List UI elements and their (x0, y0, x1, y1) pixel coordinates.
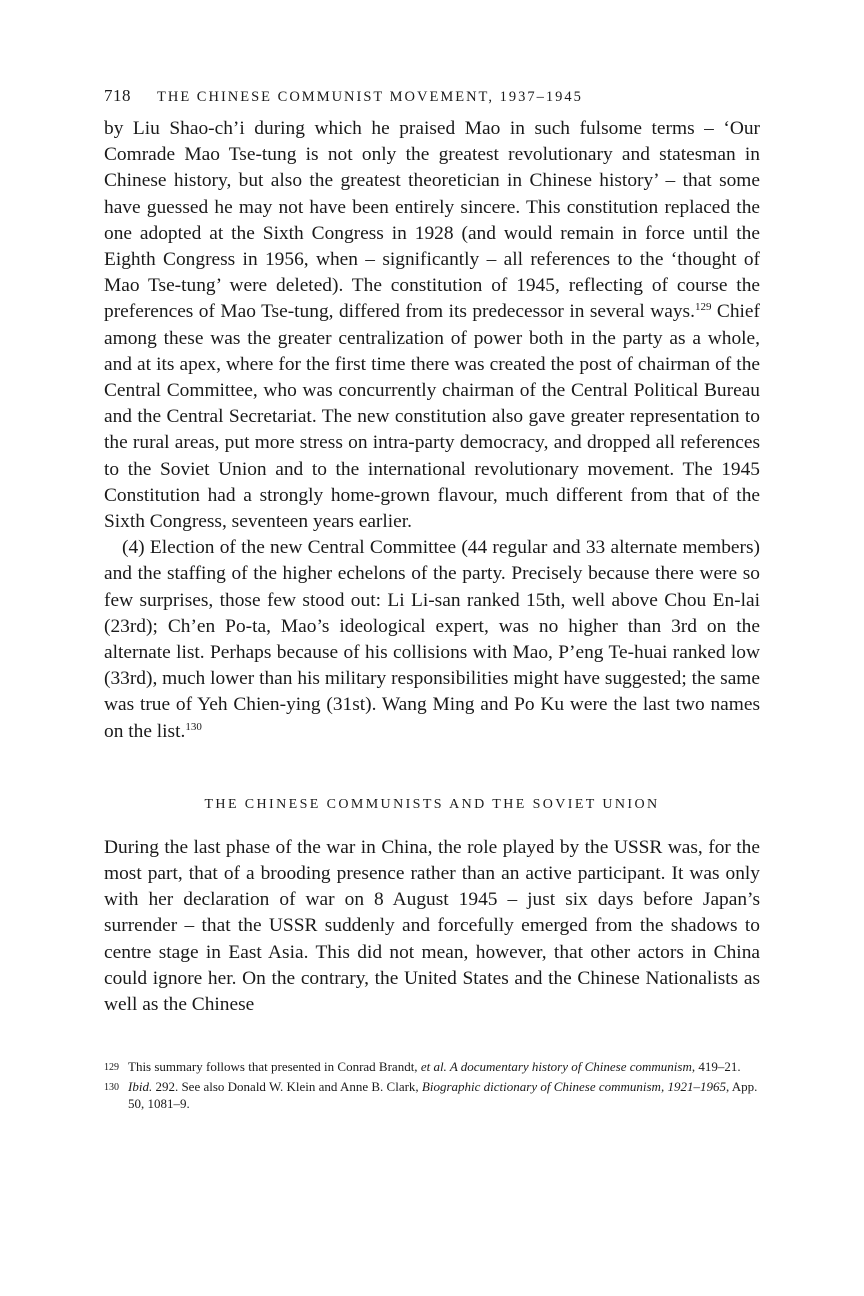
footnote-text (128, 1078, 760, 1112)
footnote-text-part: 292. See also Donald W. Klein and Anne B. Clark, (152, 1079, 422, 1095)
footnote-text (128, 1058, 760, 1076)
footnote-text-part: , App. 50, 1081–9. (128, 1079, 758, 1112)
footnote-ibid: Ibid. (128, 1079, 153, 1095)
footnote-ref-130[interactable]: 130 (185, 720, 202, 733)
page-body (104, 86, 760, 1114)
running-head (104, 86, 760, 106)
footnotes (104, 1058, 760, 1112)
paragraph-soviet-union (104, 835, 760, 1018)
running-title: THE CHINESE COMMUNIST MOVEMENT, 1937–1945 (157, 89, 583, 105)
section-heading: THE CHINESE COMMUNISTS AND THE SOVIET UNION (204, 796, 660, 812)
footnote-citation-title: et al. A documentary history of Chinese communism (420, 1059, 692, 1075)
page-number: 718 (104, 86, 131, 105)
footnote-129 (104, 1058, 760, 1076)
paragraph-text: During the last phase of the war in China, the role played by the USSR was, for the most part, that of a brooding presence rather than an active participant. It was only with her declaration of war on 8 August 1945 – just six days before Japan’s surrender – that the USSR suddenly and forcefully emerged from the shadows to centre stage in East Asia. This did not mean, however, that other actors in China could ignore her. On the contrary, the United States and the Chinese Nationalists as well as the Chinese (104, 836, 760, 1016)
footnote-number: 129 (104, 1062, 119, 1074)
footnote-text-part: , 419–21. (691, 1059, 741, 1075)
paragraph-text: by Liu Shao-ch’i during which he praised Mao in such fulsome terms – ‘Our Comrade Mao Tse-tung is not only the greatest revolutionary and statesman in Chinese history, but also the greatest theoretician in Chinese history’ – that some have guessed he may not have been entirely sincere. This constitution replaced the one adopted at the Sixth Congress in 1928 (and would remain in force until the Eighth Congress in 1956, when – significantly – all references to the ‘thought of Mao Tse-tung’ were deleted). The constitution of 1945, reflecting of course the preferences of Mao Tse-tung, differed from its predecessor in several ways. (104, 118, 760, 323)
paragraph-text-continued: Chief among these was the greater centralization of power both in the party as a whole, and at its apex, where for the first time there was created the post of chairman of the Central Committee, who was concurrently chairman of the Central Political Bureau and the Central Secretariat. The new constitution also gave greater representation to the rural areas, put more stress on intra-party democracy, and dropped all references to the Soviet Union and to the international revolutionary movement. The 1945 Constitution had a strongly home-grown flavour, much different from that of the Sixth Congress, seventeen years earlier. (104, 301, 760, 533)
footnote-number: 130 (104, 1082, 119, 1094)
paragraph-constitution (104, 116, 760, 535)
footnote-text-part: This summary follows that presented in Conrad Brandt, (128, 1059, 421, 1075)
footnote-ref-129[interactable]: 129 (694, 301, 712, 314)
paragraph-election (104, 535, 760, 745)
footnote-130 (104, 1078, 760, 1112)
paragraph-text: (4) Election of the new Central Committee (44 regular and 33 alternate members) and the staffing of the higher echelons of the party. Precisely because there were so few surprises, those few stood out: Li Li-san ranked 15th, well above Chou En-lai (23rd); Ch’en Po-ta, Mao’s ideological expert, was no higher than 3rd on the alternate list. Perhaps because of his collisions with Mao, P’eng Te-huai ranked low (33rd), much lower than his military responsibilities might have suggested; the same was true of Yeh Chien-ying (31st). Wang Ming and Po Ku were the last two names on the list. (104, 537, 760, 742)
footnote-citation-title: Biographic dictionary of Chinese communism, 1921–1965 (421, 1079, 726, 1095)
